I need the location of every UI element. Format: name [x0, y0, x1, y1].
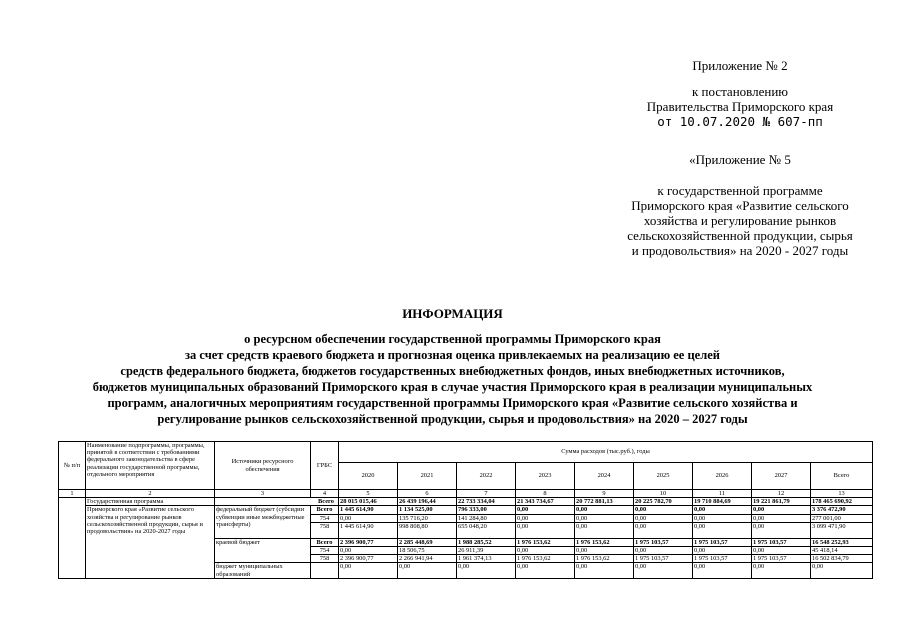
- value-cell: 0,00: [575, 514, 634, 522]
- appendix-5-line3: Приморского края «Развитие сельского: [631, 198, 849, 213]
- subtitle-line: за счет средств краевого бюджета и прогнозная оценка привлекаемых на реализацию ее целей: [185, 348, 720, 362]
- municipal-budget-label: бюджет муниципальных образований: [215, 563, 311, 578]
- total-value: 26 439 196,44: [398, 498, 457, 506]
- total-value: 19 710 884,69: [693, 498, 752, 506]
- federal-budget-label: федеральный бюджет (субсидии субвенции иные межбюджетные трансферты): [215, 506, 311, 538]
- total-value: 19 221 861,79: [752, 498, 811, 506]
- value-cell: 0,00: [693, 514, 752, 522]
- appendix-5-line5: сельскохозяйственной продукции, сырья: [627, 228, 853, 243]
- col-number: 9: [575, 490, 634, 498]
- regional-budget-label: краевой бюджет: [215, 538, 311, 563]
- value-cell: 16 548 252,93: [811, 538, 873, 546]
- value-cell: 0,00: [516, 522, 575, 538]
- header-year: 2026: [693, 463, 752, 490]
- header-year: 2021: [398, 463, 457, 490]
- value-cell: 796 333,00: [457, 506, 516, 514]
- subtitle-line: о ресурсном обеспечении государственной программы Приморского края: [244, 332, 661, 346]
- total-value: 20 772 881,13: [575, 498, 634, 506]
- appendix-2-line2: к постановлению: [691, 84, 789, 99]
- value-cell: 1 976 153,62: [575, 538, 634, 546]
- value-cell: 1 445 614,90: [339, 522, 398, 538]
- value-cell: 0,00: [634, 514, 693, 522]
- value-cell: 0,00: [398, 563, 457, 578]
- value-cell: 0,00: [634, 563, 693, 578]
- total-value: 22 733 334,04: [457, 498, 516, 506]
- value-cell: 0,00: [575, 563, 634, 578]
- header-grbs: ГРБС: [311, 442, 339, 490]
- grbs-cell: Всего: [311, 538, 339, 546]
- program-name-label: Государственная программа: [86, 498, 215, 506]
- value-cell: 0,00: [516, 563, 575, 578]
- table-header-row: [59, 442, 873, 463]
- value-cell: 0,00: [752, 547, 811, 555]
- col-number: 2: [86, 490, 215, 498]
- total-label: Всего: [215, 498, 339, 506]
- appendix-5-line4: хозяйства и регулирование рынков: [643, 213, 837, 228]
- value-cell: 0,00: [516, 506, 575, 514]
- header-name: Наименование подпрограммы, программы, принятой в соответствии с требованиями федерального законодательства в сфере реализации государственной программы, отдельного мероприятия: [86, 442, 215, 490]
- col-number: 3: [215, 490, 311, 498]
- value-cell: 1 976 153,62: [516, 538, 575, 546]
- col-number: 1: [59, 490, 86, 498]
- col-number: 4: [311, 490, 339, 498]
- value-cell: 0,00: [693, 506, 752, 514]
- table-row-total: [59, 498, 873, 506]
- header-no: № п/п: [59, 442, 86, 490]
- value-cell: 0,00: [457, 563, 516, 578]
- grbs-cell: 754: [311, 547, 339, 555]
- value-cell: 0,00: [752, 563, 811, 578]
- value-cell: 2 396 900,77: [339, 555, 398, 563]
- document-subtitle: [50, 331, 855, 427]
- total-value: 20 225 782,70: [634, 498, 693, 506]
- value-cell: 0,00: [339, 563, 398, 578]
- value-cell: 0,00: [693, 547, 752, 555]
- value-cell: 1 975 103,57: [752, 555, 811, 563]
- appendix-5-line2: к государственной программе: [657, 183, 823, 198]
- subtitle-line: бюджетов муниципальных образований Приморского края в случае участия Приморского края в реализации муниципальных: [92, 380, 813, 394]
- total-value: 28 015 015,46: [339, 498, 398, 506]
- value-cell: 2 285 448,69: [398, 538, 457, 546]
- grbs-cell: [311, 563, 339, 578]
- resource-table: [58, 441, 873, 579]
- total-value: 178 465 690,92: [811, 498, 873, 506]
- column-number-row: [59, 490, 873, 498]
- value-cell: 45 418,14: [811, 547, 873, 555]
- grbs-cell: 754: [311, 514, 339, 522]
- col-number: 11: [693, 490, 752, 498]
- header-year-total: Всего: [811, 463, 873, 490]
- value-cell: 26 911,39: [457, 547, 516, 555]
- subtitle-line: программ, аналогичных мероприятиям государственной программы Приморского края «Развитие сельского хозяйства и: [107, 396, 798, 410]
- value-cell: 0,00: [516, 547, 575, 555]
- header-year: 2027: [752, 463, 811, 490]
- subtitle-line: регулирование рынков сельскохозяйственной продукции, сырья и продовольствия» на 2020 – 2027 годы: [157, 412, 748, 426]
- appendix-2-decree-date: от 10.07.2020 № 607-пп: [657, 114, 823, 129]
- col-number: 10: [634, 490, 693, 498]
- subtitle-line: средств федерального бюджета, бюджетов государственных внебюджетных фондов, иных внебюджетных источников,: [120, 364, 785, 378]
- appendix-5-title-block: [650, 152, 830, 167]
- grbs-cell: 758: [311, 555, 339, 563]
- value-cell: 3 376 472,90: [811, 506, 873, 514]
- value-cell: 0,00: [752, 506, 811, 514]
- appendix-2-block: [640, 58, 840, 73]
- col-number: 7: [457, 490, 516, 498]
- value-cell: 0,00: [634, 522, 693, 538]
- header-source: Источники ресурсного обеспечения: [215, 442, 311, 490]
- header-year: 2025: [634, 463, 693, 490]
- value-cell: 3 099 471,90: [811, 522, 873, 538]
- value-cell: 655 048,20: [457, 522, 516, 538]
- value-cell: 2 266 941,94: [398, 555, 457, 563]
- value-cell: 1 445 614,90: [339, 506, 398, 514]
- value-cell: 1 134 525,00: [398, 506, 457, 514]
- col-number: 12: [752, 490, 811, 498]
- value-cell: 141 284,80: [457, 514, 516, 522]
- col-number: 8: [516, 490, 575, 498]
- value-cell: 0,00: [575, 522, 634, 538]
- value-cell: 1 975 103,57: [693, 555, 752, 563]
- row-number-cell: [59, 498, 86, 579]
- appendix-5-title: «Приложение № 5: [689, 152, 791, 167]
- value-cell: 0,00: [339, 547, 398, 555]
- value-cell: 2 396 900,77: [339, 538, 398, 546]
- appendix-2-title: Приложение № 2: [692, 58, 788, 73]
- value-cell: 1 988 285,52: [457, 538, 516, 546]
- col-number: 6: [398, 490, 457, 498]
- value-cell: 277 001,00: [811, 514, 873, 522]
- value-cell: 0,00: [693, 522, 752, 538]
- value-cell: 0,00: [516, 514, 575, 522]
- grbs-cell: Всего: [311, 506, 339, 514]
- value-cell: 1 976 153,62: [575, 555, 634, 563]
- value-cell: 1 975 103,57: [693, 538, 752, 546]
- value-cell: 0,00: [634, 547, 693, 555]
- appendix-5-line6: и продовольствия» на 2020 - 2027 годы: [631, 243, 849, 258]
- appendix-2-line3: Правительства Приморского края: [646, 99, 834, 114]
- total-value: 21 343 734,67: [516, 498, 575, 506]
- value-cell: 16 502 834,79: [811, 555, 873, 563]
- value-cell: 135 716,20: [398, 514, 457, 522]
- col-number: 5: [339, 490, 398, 498]
- value-cell: 0,00: [339, 514, 398, 522]
- header-year: 2022: [457, 463, 516, 490]
- value-cell: 1 961 374,13: [457, 555, 516, 563]
- value-cell: 0,00: [575, 506, 634, 514]
- value-cell: 1 975 103,57: [634, 538, 693, 546]
- header-year: 2020: [339, 463, 398, 490]
- appendix-5-ref: [590, 183, 890, 258]
- header-year: 2023: [516, 463, 575, 490]
- table-row-federal-total: [59, 506, 873, 514]
- header-year: 2024: [575, 463, 634, 490]
- value-cell: 0,00: [752, 522, 811, 538]
- value-cell: 998 808,80: [398, 522, 457, 538]
- value-cell: 1 975 103,57: [752, 538, 811, 546]
- col-number: 13: [811, 490, 873, 498]
- document-title: ИНФОРМАЦИЯ: [402, 306, 503, 321]
- value-cell: 1 976 153,62: [516, 555, 575, 563]
- program-name: Приморского края «Развитие сельского хозяйства и регулирование рынков сельскохозяйственной продукции, сырья и продовольствия» на 2020-2027 годы: [86, 506, 215, 578]
- grbs-cell: 758: [311, 522, 339, 538]
- value-cell: 18 506,75: [398, 547, 457, 555]
- value-cell: 0,00: [575, 547, 634, 555]
- appendix-2-ref: [610, 84, 870, 129]
- value-cell: 0,00: [634, 506, 693, 514]
- header-expenses: Сумма расходов (тыс.руб.), годы: [339, 442, 873, 463]
- value-cell: 0,00: [811, 563, 873, 578]
- value-cell: 0,00: [693, 563, 752, 578]
- value-cell: 0,00: [752, 514, 811, 522]
- value-cell: 1 975 103,57: [634, 555, 693, 563]
